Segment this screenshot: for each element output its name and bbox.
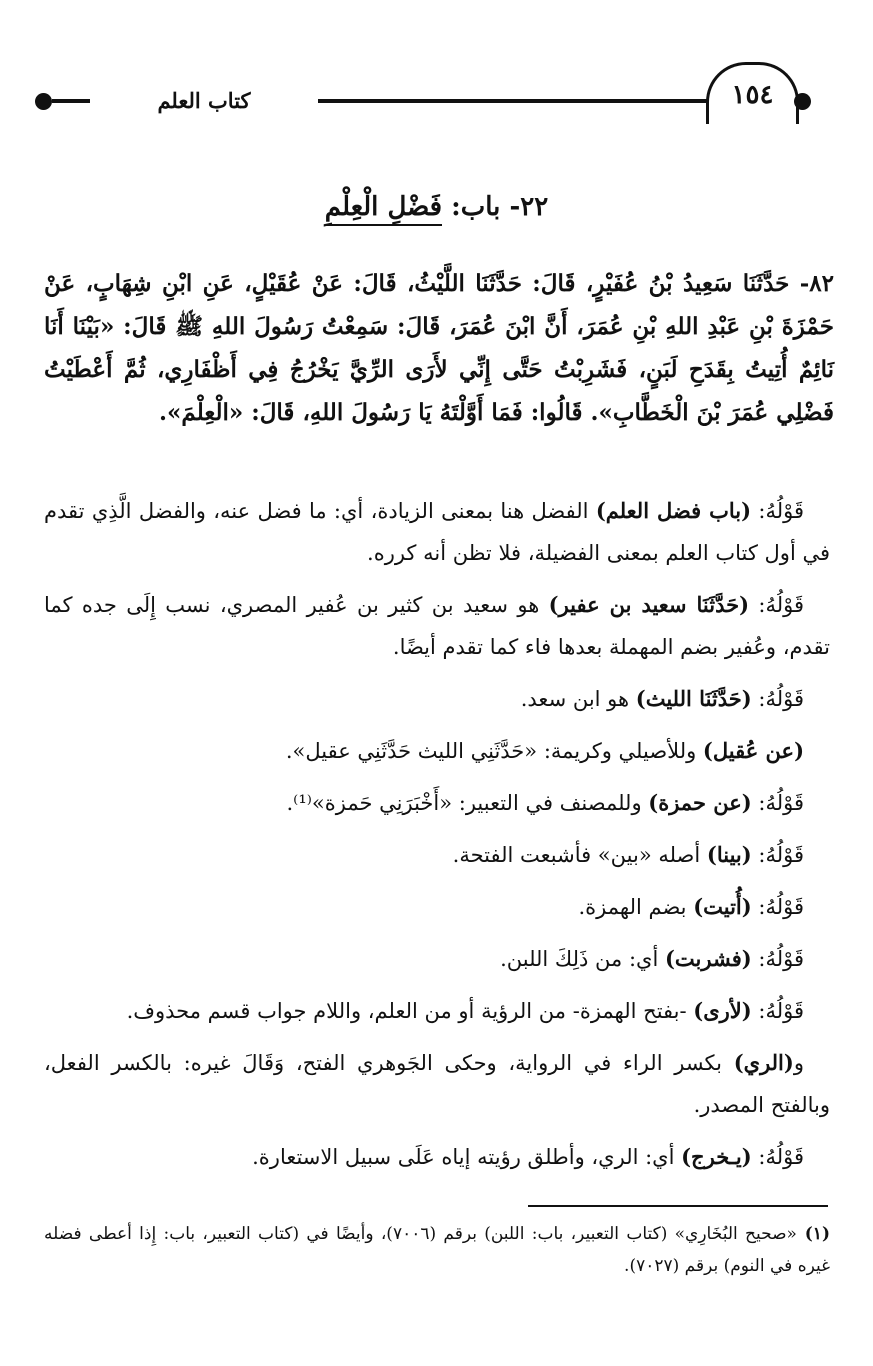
footnote bbox=[44, 1218, 830, 1282]
commentary-text: وللأصيلي وكريمة: «حَدَّثَنِي الليث حَدَّثَنِي عقيل». bbox=[285, 739, 703, 763]
commentary-text: هو ابن سعد. bbox=[520, 687, 636, 711]
commentary-lead: قَوْلُهُ: bbox=[751, 895, 804, 919]
commentary-paragraph bbox=[44, 584, 830, 668]
commentary-text: -بفتح الهمزة- من الرؤية أو من العلم، واللام جواب قسم محذوف. bbox=[126, 999, 694, 1023]
header-left-rule bbox=[52, 99, 90, 103]
commentary-term: (عن حمزة) bbox=[648, 790, 752, 815]
commentary-term: (يـخرج) bbox=[681, 1144, 752, 1169]
commentary-paragraph bbox=[44, 886, 830, 928]
commentary-paragraph bbox=[44, 730, 830, 772]
commentary-lead: قَوْلُهُ: bbox=[751, 791, 804, 815]
page-number: ١٥٤ bbox=[706, 62, 799, 124]
commentary-text: وللمصنف في التعبير: «أَخْبَرَنِي حَمزة»⁽¹⁾. bbox=[286, 791, 649, 815]
commentary-term: (عن عُقيل) bbox=[702, 738, 804, 763]
commentary-text: هو سعيد بن كثير بن عُفير المصري، نسب إِلَى جده كما تقدم، وعُفير بضم المهملة بعدها فاء كما تقدم أيضًا. bbox=[44, 593, 830, 659]
commentary-lead: و bbox=[793, 1051, 804, 1075]
commentary-paragraph bbox=[44, 1042, 830, 1126]
commentary-term: (الري) bbox=[733, 1050, 794, 1075]
commentary-paragraph bbox=[44, 990, 830, 1032]
header-right-rule bbox=[318, 99, 711, 103]
commentary bbox=[44, 490, 830, 1188]
running-title: كتاب العلم bbox=[157, 88, 251, 113]
commentary-term: (لأرى) bbox=[693, 998, 752, 1023]
commentary-term: (بينا) bbox=[706, 842, 752, 867]
commentary-paragraph bbox=[44, 678, 830, 720]
chapter-heading bbox=[0, 192, 873, 222]
commentary-term: (حَدَّثَنَا سعيد بن عفير) bbox=[548, 592, 750, 617]
commentary-lead: قَوْلُهُ: bbox=[751, 687, 804, 711]
commentary-paragraph bbox=[44, 938, 830, 980]
commentary-lead: قَوْلُهُ: bbox=[751, 947, 804, 971]
header-right-dot bbox=[794, 93, 811, 110]
commentary-lead: قَوْلُهُ: bbox=[751, 999, 804, 1023]
commentary-term: (باب فضل العلم) bbox=[595, 498, 752, 523]
commentary-term: (حَدَّثَنَا الليث) bbox=[635, 686, 752, 711]
commentary-lead: قَوْلُهُ: bbox=[751, 1145, 804, 1169]
commentary-paragraph bbox=[44, 782, 830, 824]
commentary-lead: قَوْلُهُ: bbox=[749, 593, 804, 617]
commentary-text: أي: من ذَلِكَ اللبن. bbox=[500, 947, 665, 971]
commentary-paragraph bbox=[44, 1136, 830, 1178]
commentary-term: (أُتيت) bbox=[693, 894, 752, 919]
hadith-text: ٨٢- حَدَّثَنَا سَعِيدُ بْنُ عُفَيْرٍ، قَالَ: حَدَّثَنَا اللَّيْثُ، قَالَ: عَنْ عُقَيْلٍ، عَنِ ابْنِ شِهَابٍ، عَنْ حَمْزَةَ بْنِ عَبْدِ اللهِ بْنِ عُمَرَ، أَنَّ ابْنَ عُمَرَ، قَالَ: سَمِعْتُ رَسُولَ اللهِ ﷺ قَالَ: «بَيْنَا أَنَا نَائِمٌ أُتِيتُ بِقَدَحِ لَبَنٍ، فَشَرِبْتُ حَتَّى إِنِّي لأَرَى الرِّيَّ يَخْرُجُ فِي أَظْفَارِي، ثُمَّ أَعْطَيْتُ فَضْلِي عُمَرَ بْنَ الْخَطَّابِ». قَالُوا: فَمَا أَوَّلْتَهُ يَا رَسُولَ اللهِ، قَالَ: «الْعِلْمَ». bbox=[44, 270, 834, 426]
commentary-term: (فشربت) bbox=[665, 946, 752, 971]
commentary-lead: قَوْلُهُ: bbox=[751, 843, 804, 867]
header-left-dot bbox=[35, 93, 52, 110]
commentary-paragraph bbox=[44, 834, 830, 876]
commentary-text: الفضل هنا بمعنى الزيادة، أي: ما فضل عنه، والفضل الَّذِي تقدم في أول كتاب العلم بمعنى الفضيلة، فلا تظن أنه كرره. bbox=[44, 499, 830, 565]
chapter-title: فَضْلِ الْعِلْمِ bbox=[325, 192, 442, 226]
commentary-text: بضم الهمزة. bbox=[578, 895, 694, 919]
commentary-text: أصله «بين» فأشبعت الفتحة. bbox=[452, 843, 707, 867]
footnote-marker: (١) bbox=[796, 1224, 830, 1244]
footnote-rule bbox=[528, 1205, 828, 1207]
commentary-text: أي: الري، وأطلق رؤيته إياه عَلَى سبيل الاستعارة. bbox=[252, 1145, 682, 1169]
chapter-prefix: ٢٢- باب: bbox=[442, 192, 549, 222]
commentary-paragraph bbox=[44, 490, 830, 574]
footnote-text: «صحيح البُخَارِي» (كتاب التعبير، باب: اللبن) برقم (٧٠٠٦)، وأيضًا في (كتاب التعبير، باب: إِذا أعطى فضله غيره في النوم) برقم (٧٠٢٧). bbox=[44, 1224, 830, 1276]
commentary-lead: قَوْلُهُ: bbox=[751, 499, 805, 523]
commentary-text: بكسر الراء في الرواية، وحكى الجَوهري الفتح، وَقَالَ غيره: بالكسر الفعل، وبالفتح المصدر. bbox=[44, 1051, 830, 1117]
